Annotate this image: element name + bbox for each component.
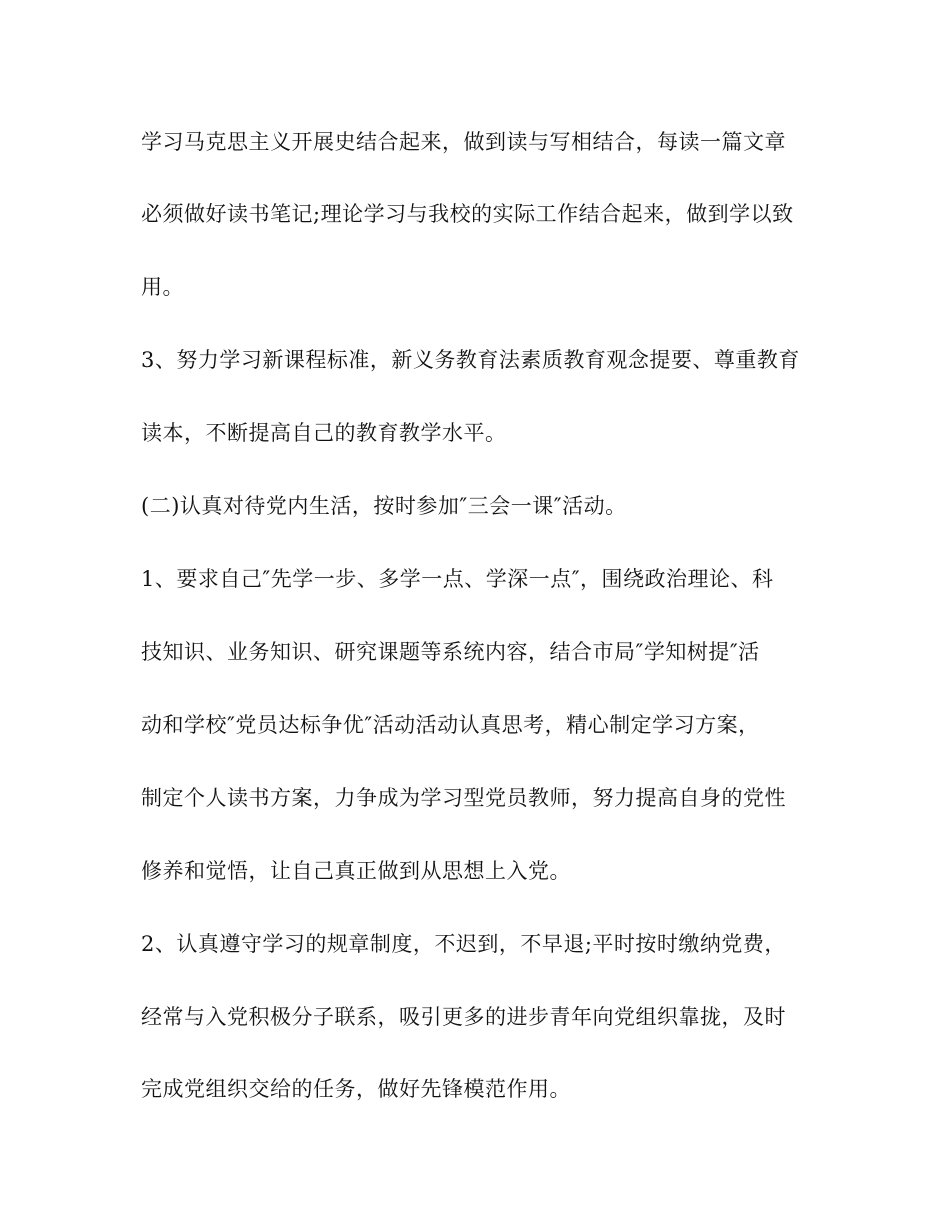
section-heading: (二)认真对待党内生活，按时参加″三会一课″活动。 — [141, 494, 627, 518]
paragraph-line: 1、要求自己″先学一步、多学一点、学深一点″，围绕政治理论、科 — [141, 567, 774, 591]
paragraph-line: 学习马克思主义开展史结合起来，做到读与写相结合，每读一篇文章 — [141, 130, 786, 154]
paragraph-line: 必须做好读书笔记;理论学习与我校的实际工作结合起来，做到学以致 — [141, 202, 794, 226]
paragraph-line: 用。 — [141, 275, 184, 299]
paragraph-line: 完成党组织交给的任务，做好先锋模范作用。 — [141, 1077, 571, 1101]
paragraph-line: 经常与入党积极分子联系，吸引更多的进步青年向党组织靠拢，及时 — [141, 1005, 786, 1029]
paragraph-line: 读本，不断提高自己的教育教学水平。 — [141, 421, 507, 445]
paragraph-line: 2、认真遵守学习的规章制度，不迟到，不早退;平时按时缴纳党费， — [141, 932, 786, 956]
paragraph-line: 修养和觉悟，让自己真正做到从思想上入党。 — [141, 859, 571, 883]
paragraph-line: 动和学校″党员达标争优″活动活动认真思考，精心制定学习方案， — [141, 713, 760, 737]
paragraph-line: 技知识、业务知识、研究课题等系统内容，结合市局″学知树提″活 — [141, 640, 760, 664]
paragraph-line: 3、努力学习新课程标准，新义务教育法素质教育观念提要、尊重教育 — [141, 348, 800, 372]
paragraph-line: 制定个人读书方案，力争成为学习型党员教师，努力提高自身的党性 — [141, 786, 786, 810]
